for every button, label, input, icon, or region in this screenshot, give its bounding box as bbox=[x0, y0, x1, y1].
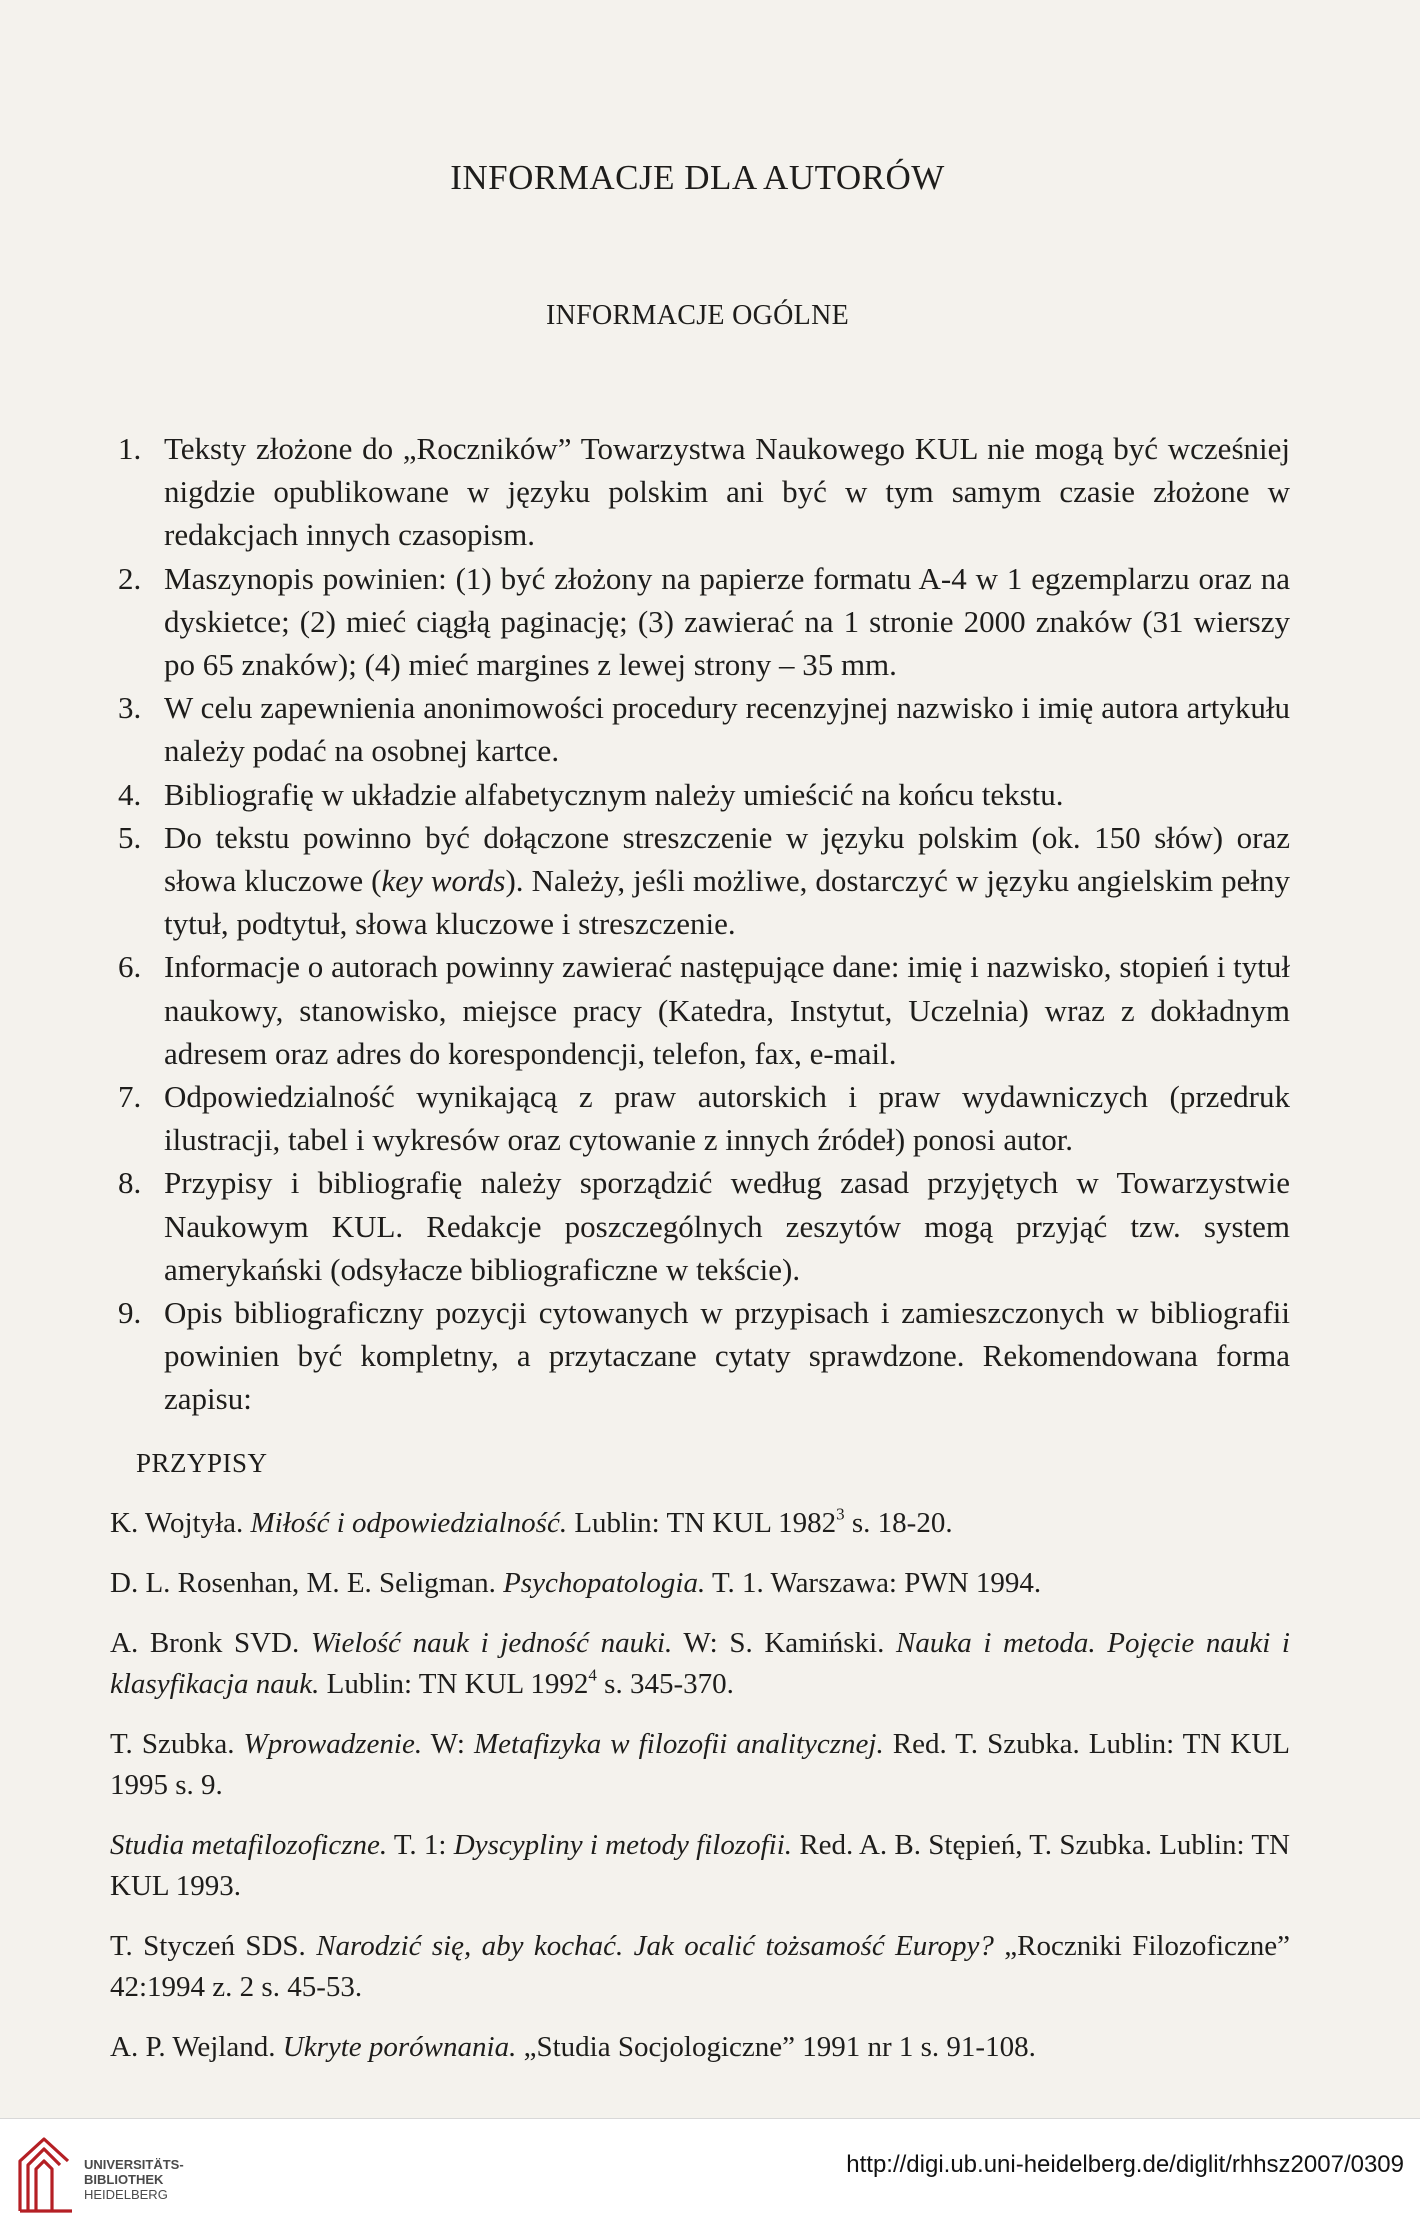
library-name bbox=[84, 2157, 184, 2202]
ref-publisher: Lublin: TN KUL 1982 bbox=[567, 1507, 837, 1539]
ref-author: D. L. Rosenhan, M. E. Seligman. bbox=[110, 1567, 504, 1599]
ref-book-title: Nauka i metoda. Pojęcie nauki i klasyfikacja nauk. bbox=[110, 1627, 1290, 1700]
reference-entry bbox=[110, 2027, 1290, 2068]
ref-volume: T. 1: bbox=[387, 1829, 454, 1861]
ref-edition: 3 bbox=[836, 1504, 845, 1524]
ref-author: A. Bronk SVD. bbox=[110, 1627, 311, 1659]
reference-list bbox=[110, 1503, 1290, 2087]
list-item bbox=[118, 1161, 1290, 1291]
item-number: 1. bbox=[118, 431, 142, 466]
reference-entry bbox=[110, 1503, 1290, 1544]
instruction-list bbox=[118, 427, 1290, 1421]
page-title: INFORMACJE DLA AUTORÓW bbox=[450, 158, 945, 197]
ref-book-title: Dyscypliny i metody filozofii. bbox=[453, 1829, 793, 1861]
item-text: Informacje o autorach powinny zawierać następujące dane: imię i nazwisko, stopień i tytuł naukowy, stanowisko, miejsce pracy (Katedra, Instytut, Uczelnia) wraz z dokładnym adresem oraz adres do korespondencji, telefon, fax, e-mail. bbox=[164, 949, 1290, 1071]
list-item bbox=[118, 945, 1290, 1075]
item-number: 5. bbox=[118, 819, 142, 855]
list-item bbox=[118, 816, 1290, 946]
item-text: Maszynopis powinien: (1) być złożony na papierze formatu A-4 w 1 egzemplarzu oraz na dyskietce; (2) mieć ciągłą paginację; (3) zawierać na 1 stronie 2000 znaków (31 wierszy po 65 znaków); (4) mieć margines z lewej strony – 35 mm. bbox=[164, 560, 1290, 683]
item-text: Do tekstu powinno być dołączone streszczenie w języku polskim (ok. 150 słów) oraz słowa kluczowe ( bbox=[164, 819, 1290, 899]
ref-author: K. Wojtyła. bbox=[110, 1507, 251, 1539]
ref-journal: „Roczniki Filozoficzne” 42:1994 z. 2 s. 45-53. bbox=[110, 1930, 1291, 2003]
ref-publisher: Red. A. B. Stępień, T. Szubka. Lublin: TN KUL 1993. bbox=[110, 1829, 1290, 1902]
list-item bbox=[118, 773, 1290, 816]
source-url-link[interactable]: http://digi.ub.uni-heidelberg.de/diglit/rhhsz2007/0309 bbox=[846, 2151, 1404, 2178]
list-item bbox=[118, 557, 1290, 687]
list-item bbox=[118, 427, 1290, 557]
footer-bar bbox=[0, 2118, 1420, 2225]
item-number: 4. bbox=[118, 776, 142, 812]
ref-author: A. P. Wejland. bbox=[110, 2031, 283, 2063]
item-text: Teksty złożone do „Roczników” Towarzystwa Naukowego KUL nie mogą być wcześniej nigdzie opublikowane w języku polskim ani być w tym samym czasie złożone w redakcjach innych czasopism. bbox=[164, 431, 1290, 553]
ref-pages: s. 345-370. bbox=[596, 1668, 734, 1700]
ref-journal: „Studia Socjologiczne” 1991 nr 1 s. 91-108. bbox=[516, 2031, 1036, 2063]
item-number: 9. bbox=[118, 1295, 142, 1331]
reference-entry bbox=[110, 1623, 1290, 1705]
ref-publisher: Lublin: TN KUL 1992 bbox=[319, 1668, 589, 1700]
library-name-line: UNIVERSITÄTS- bbox=[84, 2157, 184, 2172]
ref-title: Miłość i odpowiedzialność. bbox=[250, 1507, 568, 1539]
item-text: Przypisy i bibliografię należy sporządzić według zasad przyjętych w Towarzystwie Naukowym KUL. Redakcje poszczególnych zeszytów mogą przyjąć tzw. system amerykański (odsyłacze bibliograficzne w tekście). bbox=[164, 1165, 1290, 1287]
item-text-italic: key words bbox=[381, 863, 506, 899]
ref-in: W: S. Kamiński. bbox=[672, 1627, 897, 1659]
ref-title: Ukryte porównania. bbox=[282, 2031, 517, 2063]
item-number: 8. bbox=[118, 1165, 142, 1201]
library-name-line: HEIDELBERG bbox=[84, 2187, 168, 2202]
ref-title: Studia metafilozoficzne. bbox=[110, 1829, 388, 1861]
item-number: 6. bbox=[118, 949, 142, 985]
ref-book-title: Metafizyka w filozofii analitycznej. bbox=[474, 1728, 884, 1760]
ref-title: Narodzić się, aby kochać. Jak ocalić tożsamość Europy? bbox=[316, 1930, 994, 1962]
section-subtitle: INFORMACJE OGÓLNE bbox=[546, 300, 849, 331]
item-number: 3. bbox=[118, 690, 142, 726]
item-text: W celu zapewnienia anonimowości procedury recenzyjnej nazwisko i imię autora artykułu należy podać na osobnej kartce. bbox=[164, 690, 1290, 769]
item-text: Bibliografię w układzie alfabetycznym należy umieścić na końcu tekstu. bbox=[164, 776, 1064, 812]
reference-entry bbox=[110, 1825, 1290, 1907]
item-text: Opis bibliograficzny pozycji cytowanych w przypisach i zamieszczonych w bibliografii powinien być kompletny, a przytaczane cytaty sprawdzone. Rekomendowana forma zapisu: bbox=[164, 1295, 1290, 1417]
ref-in: W: bbox=[422, 1728, 474, 1760]
reference-entry bbox=[110, 1563, 1290, 1604]
list-item bbox=[118, 1075, 1290, 1161]
library-logo-icon bbox=[14, 2131, 78, 2213]
list-item bbox=[118, 686, 1290, 772]
reference-entry bbox=[110, 1926, 1290, 2008]
ref-publisher: Red. T. Szubka. Lublin: TN KUL 1995 s. 9. bbox=[110, 1728, 1290, 1801]
list-item bbox=[118, 1291, 1290, 1421]
ref-title: Wprowadzenie. bbox=[243, 1728, 423, 1760]
ref-author: T. Szubka. bbox=[110, 1728, 244, 1760]
ref-edition: 4 bbox=[588, 1665, 597, 1685]
library-name-line: BIBLIOTHEK bbox=[84, 2172, 164, 2187]
ref-title: Wielość nauk i jedność nauki. bbox=[310, 1627, 673, 1659]
reference-entry bbox=[110, 1724, 1290, 1806]
item-number: 7. bbox=[118, 1079, 142, 1115]
item-number: 2. bbox=[118, 560, 142, 596]
przypisy-heading: PRZYPISY bbox=[136, 1448, 268, 1478]
ref-author: T. Styczeń SDS. bbox=[110, 1930, 317, 1962]
item-text: ). Należy, jeśli możliwe, dostarczyć w języku angielskim pełny tytuł, podtytuł, słowa kluczowe i streszczenie. bbox=[164, 863, 1290, 942]
ref-pages: s. 18-20. bbox=[844, 1507, 953, 1539]
ref-title: Psychopatologia. bbox=[503, 1567, 706, 1599]
item-text: Odpowiedzialność wynikającą z praw autorskich i praw wydawniczych (przedruk ilustracji, tabel i wykresów oraz cytowanie z innych źródeł) ponosi autor. bbox=[164, 1079, 1290, 1158]
ref-publisher: T. 1. Warszawa: PWN 1994. bbox=[705, 1567, 1042, 1599]
